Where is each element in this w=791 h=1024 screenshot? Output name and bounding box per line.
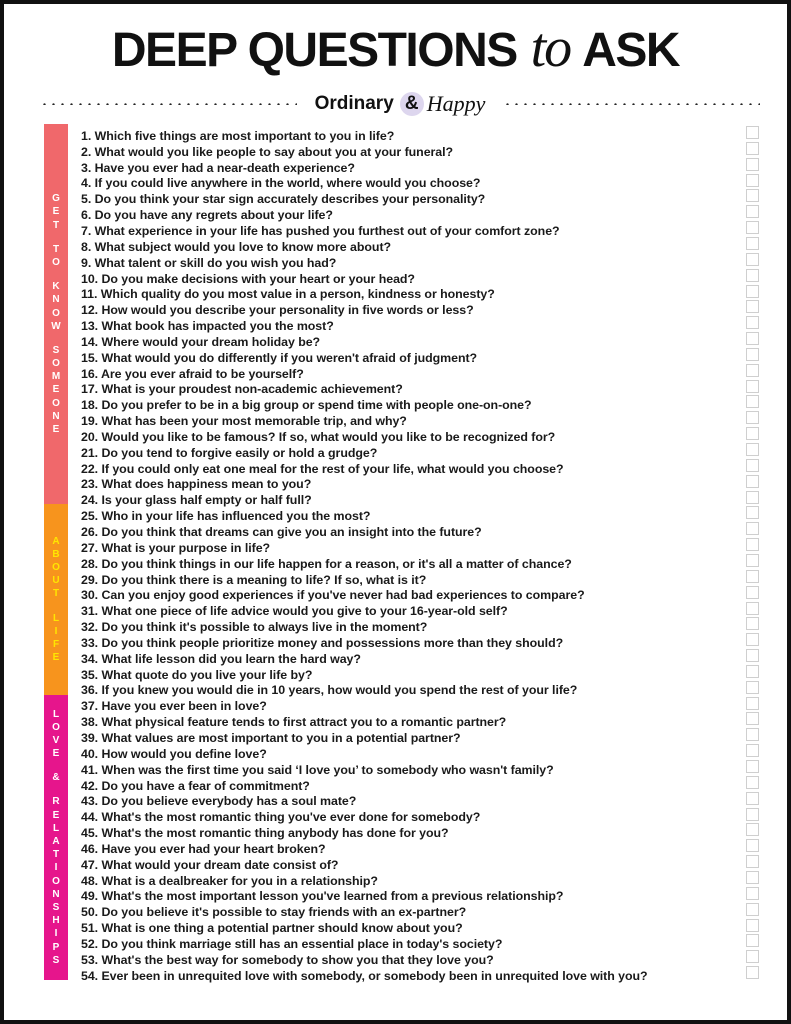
- question-checkbox[interactable]: [746, 300, 759, 313]
- question-item: [81, 397, 761, 413]
- question-item: [81, 191, 761, 207]
- question-text: 48. What is a dealbreaker for you in a relationship?: [81, 873, 378, 888]
- section-label: L O V E & R E L A T I O N S H I P S: [52, 708, 60, 966]
- question-checkbox[interactable]: [746, 459, 759, 472]
- question-checkbox[interactable]: [746, 443, 759, 456]
- question-checkbox[interactable]: [746, 665, 759, 678]
- question-checkbox[interactable]: [746, 633, 759, 646]
- question-item: [81, 619, 761, 635]
- question-item: [81, 413, 761, 429]
- question-item: [81, 762, 761, 778]
- question-text: 36. If you knew you would die in 10 years, how would you spend the rest of your life?: [81, 683, 578, 698]
- question-text: 39. What values are most important to you in a potential partner?: [81, 730, 461, 745]
- question-item: [81, 556, 761, 572]
- question-checkbox[interactable]: [746, 712, 759, 725]
- question-text: 12. How would you describe your personality in five words or less?: [81, 303, 474, 318]
- question-text: 41. When was the first time you said ‘I love you’ to somebody who wasn't family?: [81, 762, 554, 777]
- question-checkbox[interactable]: [746, 617, 759, 630]
- question-item: [81, 207, 761, 223]
- question-item: [81, 540, 761, 556]
- question-text: 17. What is your proudest non-academic achievement?: [81, 382, 403, 397]
- question-checkbox[interactable]: [746, 205, 759, 218]
- question-text: 52. Do you think marriage still has an essential place in today's society?: [81, 936, 503, 951]
- question-text: 4. If you could live anywhere in the world, where would you choose?: [81, 176, 481, 191]
- section-love-relationships: [44, 695, 68, 980]
- question-item: [81, 508, 761, 524]
- question-item: [81, 714, 761, 730]
- question-text: 22. If you could only eat one meal for the rest of your life, what would you choose?: [81, 461, 564, 476]
- question-item: [81, 746, 761, 762]
- dotted-divider-left: [40, 103, 297, 105]
- brand-row: [40, 90, 760, 118]
- question-item: [81, 318, 761, 334]
- question-checkbox[interactable]: [746, 491, 759, 504]
- question-checkbox[interactable]: [746, 221, 759, 234]
- question-checkbox[interactable]: [746, 950, 759, 963]
- question-item: [81, 873, 761, 889]
- question-item: [81, 809, 761, 825]
- question-item: [81, 635, 761, 651]
- question-text: 51. What is one thing a potential partner should know about you?: [81, 921, 463, 936]
- question-item: [81, 730, 761, 746]
- question-item: [81, 461, 761, 477]
- question-checkbox[interactable]: [746, 142, 759, 155]
- question-text: 20. Would you like to be famous? If so, what would you like to be recognized for?: [81, 429, 556, 444]
- question-checkbox[interactable]: [746, 285, 759, 298]
- question-item: [81, 492, 761, 508]
- question-checkbox[interactable]: [746, 823, 759, 836]
- question-text: 14. Where would your dream holiday be?: [81, 334, 321, 349]
- question-checkbox[interactable]: [746, 919, 759, 932]
- question-text: 34. What life lesson did you learn the hard way?: [81, 651, 361, 666]
- question-item: [81, 952, 761, 968]
- question-item: [81, 382, 761, 398]
- question-checkbox[interactable]: [746, 808, 759, 821]
- question-checkbox[interactable]: [746, 332, 759, 345]
- section-about-life: [44, 504, 68, 694]
- question-text: 10. Do you make decisions with your heart or your head?: [81, 271, 415, 286]
- question-list: [81, 128, 761, 984]
- question-checkbox[interactable]: [746, 903, 759, 916]
- question-checkbox[interactable]: [746, 871, 759, 884]
- question-checkbox[interactable]: [746, 316, 759, 329]
- question-text: 31. What one piece of life advice would you give to your 16-year-old self?: [81, 604, 508, 619]
- question-text: 24. Is your glass half empty or half full?: [81, 493, 312, 508]
- question-text: 43. Do you believe everybody has a soul mate?: [81, 794, 357, 809]
- question-item: [81, 334, 761, 350]
- question-item: [81, 445, 761, 461]
- question-item: [81, 968, 761, 984]
- question-checkbox[interactable]: [746, 728, 759, 741]
- question-item: [81, 350, 761, 366]
- question-checkbox[interactable]: [746, 554, 759, 567]
- question-text: 13. What book has impacted you the most?: [81, 319, 334, 334]
- question-text: 18. Do you prefer to be in a big group or spend time with people one-on-one?: [81, 398, 532, 413]
- question-text: 33. Do you think people prioritize money and possessions more than they should?: [81, 635, 564, 650]
- question-text: 9. What talent or skill do you wish you had?: [81, 255, 337, 270]
- title-script-word: to: [530, 17, 571, 79]
- question-text: 11. Which quality do you most value in a person, kindness or honesty?: [81, 287, 495, 302]
- question-text: 28. Do you think things in our life happen for a reason, or it's all a matter of chance?: [81, 556, 572, 571]
- question-text: 54. Ever been in unrequited love with somebody, or somebody been in unrequited love with you?: [81, 968, 648, 983]
- question-item: [81, 889, 761, 905]
- question-item: [81, 223, 761, 239]
- question-item: [81, 271, 761, 287]
- question-checkbox[interactable]: [746, 887, 759, 900]
- question-item: [81, 904, 761, 920]
- question-text: 30. Can you enjoy good experiences if you've never had bad experiences to compare?: [81, 588, 585, 603]
- question-text: 53. What's the best way for somebody to show you that they love you?: [81, 952, 494, 967]
- question-item: [81, 239, 761, 255]
- question-checkbox[interactable]: [746, 475, 759, 488]
- question-text: 40. How would you define love?: [81, 746, 267, 761]
- question-checkbox[interactable]: [746, 348, 759, 361]
- question-checkbox[interactable]: [746, 966, 759, 979]
- question-checkbox[interactable]: [746, 744, 759, 757]
- question-text: 25. Who in your life has influenced you the most?: [81, 509, 371, 524]
- question-checkbox[interactable]: [746, 158, 759, 171]
- question-checkbox[interactable]: [746, 760, 759, 773]
- section-label: A B O U T L I F E: [52, 535, 60, 664]
- question-text: 3. Have you ever had a near-death experience?: [81, 160, 355, 175]
- page-title: [4, 17, 787, 79]
- question-item: [81, 286, 761, 302]
- question-text: 42. Do you have a fear of commitment?: [81, 778, 310, 793]
- question-item: [81, 255, 761, 271]
- question-item: [81, 936, 761, 952]
- question-item: [81, 302, 761, 318]
- question-checkbox[interactable]: [746, 411, 759, 424]
- question-text: 2. What would you like people to say about you at your funeral?: [81, 144, 454, 159]
- question-text: 45. What's the most romantic thing anybody has done for you?: [81, 826, 449, 841]
- question-checkbox[interactable]: [746, 269, 759, 282]
- question-checkbox[interactable]: [746, 681, 759, 694]
- question-checkbox[interactable]: [746, 855, 759, 868]
- question-item: [81, 477, 761, 493]
- question-text: 27. What is your purpose in life?: [81, 540, 271, 555]
- question-checkbox[interactable]: [746, 570, 759, 583]
- question-text: 37. Have you ever been in love?: [81, 699, 267, 714]
- question-text: 21. Do you tend to forgive easily or hold a grudge?: [81, 445, 378, 460]
- question-checkbox[interactable]: [746, 538, 759, 551]
- section-get-to-know: [44, 124, 68, 504]
- question-text: 23. What does happiness mean to you?: [81, 477, 312, 492]
- question-checkbox[interactable]: [746, 586, 759, 599]
- question-text: 7. What experience in your life has pushed you furthest out of your comfort zone?: [81, 223, 560, 238]
- question-item: [81, 825, 761, 841]
- question-item: [81, 176, 761, 192]
- question-checkbox[interactable]: [746, 427, 759, 440]
- question-text: 19. What has been your most memorable trip, and why?: [81, 414, 407, 429]
- question-checkbox[interactable]: [746, 602, 759, 615]
- question-text: 50. Do you believe it's possible to stay friends with an ex-partner?: [81, 905, 467, 920]
- question-checkbox[interactable]: [746, 506, 759, 519]
- question-item: [81, 920, 761, 936]
- brand-word-1: Ordinary: [314, 93, 394, 114]
- question-text: 35. What quote do you live your life by?: [81, 667, 313, 682]
- question-checkbox[interactable]: [746, 395, 759, 408]
- question-checkbox[interactable]: [746, 189, 759, 202]
- question-item: [81, 572, 761, 588]
- question-item: [81, 429, 761, 445]
- brand-ampersand: &: [400, 92, 424, 116]
- question-item: [81, 857, 761, 873]
- question-checkbox[interactable]: [746, 126, 759, 139]
- question-text: 44. What's the most romantic thing you've ever done for somebody?: [81, 810, 481, 825]
- question-item: [81, 144, 761, 160]
- question-text: 5. Do you think your star sign accurately describes your personality?: [81, 192, 486, 207]
- question-text: 15. What would you do differently if you weren't afraid of judgment?: [81, 350, 478, 365]
- title-part-2: ASK: [582, 24, 680, 77]
- question-item: [81, 698, 761, 714]
- question-item: [81, 587, 761, 603]
- question-text: 16. Are you ever afraid to be yourself?: [81, 366, 304, 381]
- question-text: 49. What's the most important lesson you've learned from a previous relationship?: [81, 889, 564, 904]
- question-item: [81, 793, 761, 809]
- question-text: 38. What physical feature tends to first attract you to a romantic partner?: [81, 715, 507, 730]
- question-item: [81, 366, 761, 382]
- question-item: [81, 683, 761, 699]
- question-checkbox[interactable]: [746, 174, 759, 187]
- question-item: [81, 778, 761, 794]
- question-checkbox[interactable]: [746, 934, 759, 947]
- question-checkbox[interactable]: [746, 649, 759, 662]
- brand-word-2: Happy: [426, 91, 486, 116]
- brand-logo: [297, 91, 504, 117]
- question-checkbox[interactable]: [746, 697, 759, 710]
- question-checkbox[interactable]: [746, 237, 759, 250]
- question-item: [81, 524, 761, 540]
- question-item: [81, 651, 761, 667]
- question-item: [81, 128, 761, 144]
- section-label: G E T T O K N O W S O M E O N E: [51, 193, 61, 435]
- question-text: 8. What subject would you love to know more about?: [81, 239, 392, 254]
- question-checkbox[interactable]: [746, 839, 759, 852]
- question-text: 26. Do you think that dreams can give you an insight into the future?: [81, 525, 482, 540]
- question-item: [81, 160, 761, 176]
- title-part-1: DEEP QUESTIONS: [111, 24, 517, 77]
- question-item: [81, 667, 761, 683]
- question-checkbox[interactable]: [746, 522, 759, 535]
- question-checkbox[interactable]: [746, 364, 759, 377]
- question-text: 47. What would your dream date consist of?: [81, 857, 339, 872]
- question-text: 32. Do you think it's possible to always live in the moment?: [81, 620, 428, 635]
- question-text: 1. Which five things are most important to you in life?: [81, 128, 395, 143]
- question-item: [81, 603, 761, 619]
- question-item: [81, 841, 761, 857]
- question-text: 29. Do you think there is a meaning to life? If so, what is it?: [81, 572, 427, 587]
- dotted-divider-right: [503, 103, 760, 105]
- question-text: 46. Have you ever had your heart broken?: [81, 841, 326, 856]
- question-checkbox[interactable]: [746, 253, 759, 266]
- question-text: 6. Do you have any regrets about your life?: [81, 208, 333, 223]
- question-checkbox[interactable]: [746, 776, 759, 789]
- question-checkbox[interactable]: [746, 380, 759, 393]
- question-checkbox[interactable]: [746, 792, 759, 805]
